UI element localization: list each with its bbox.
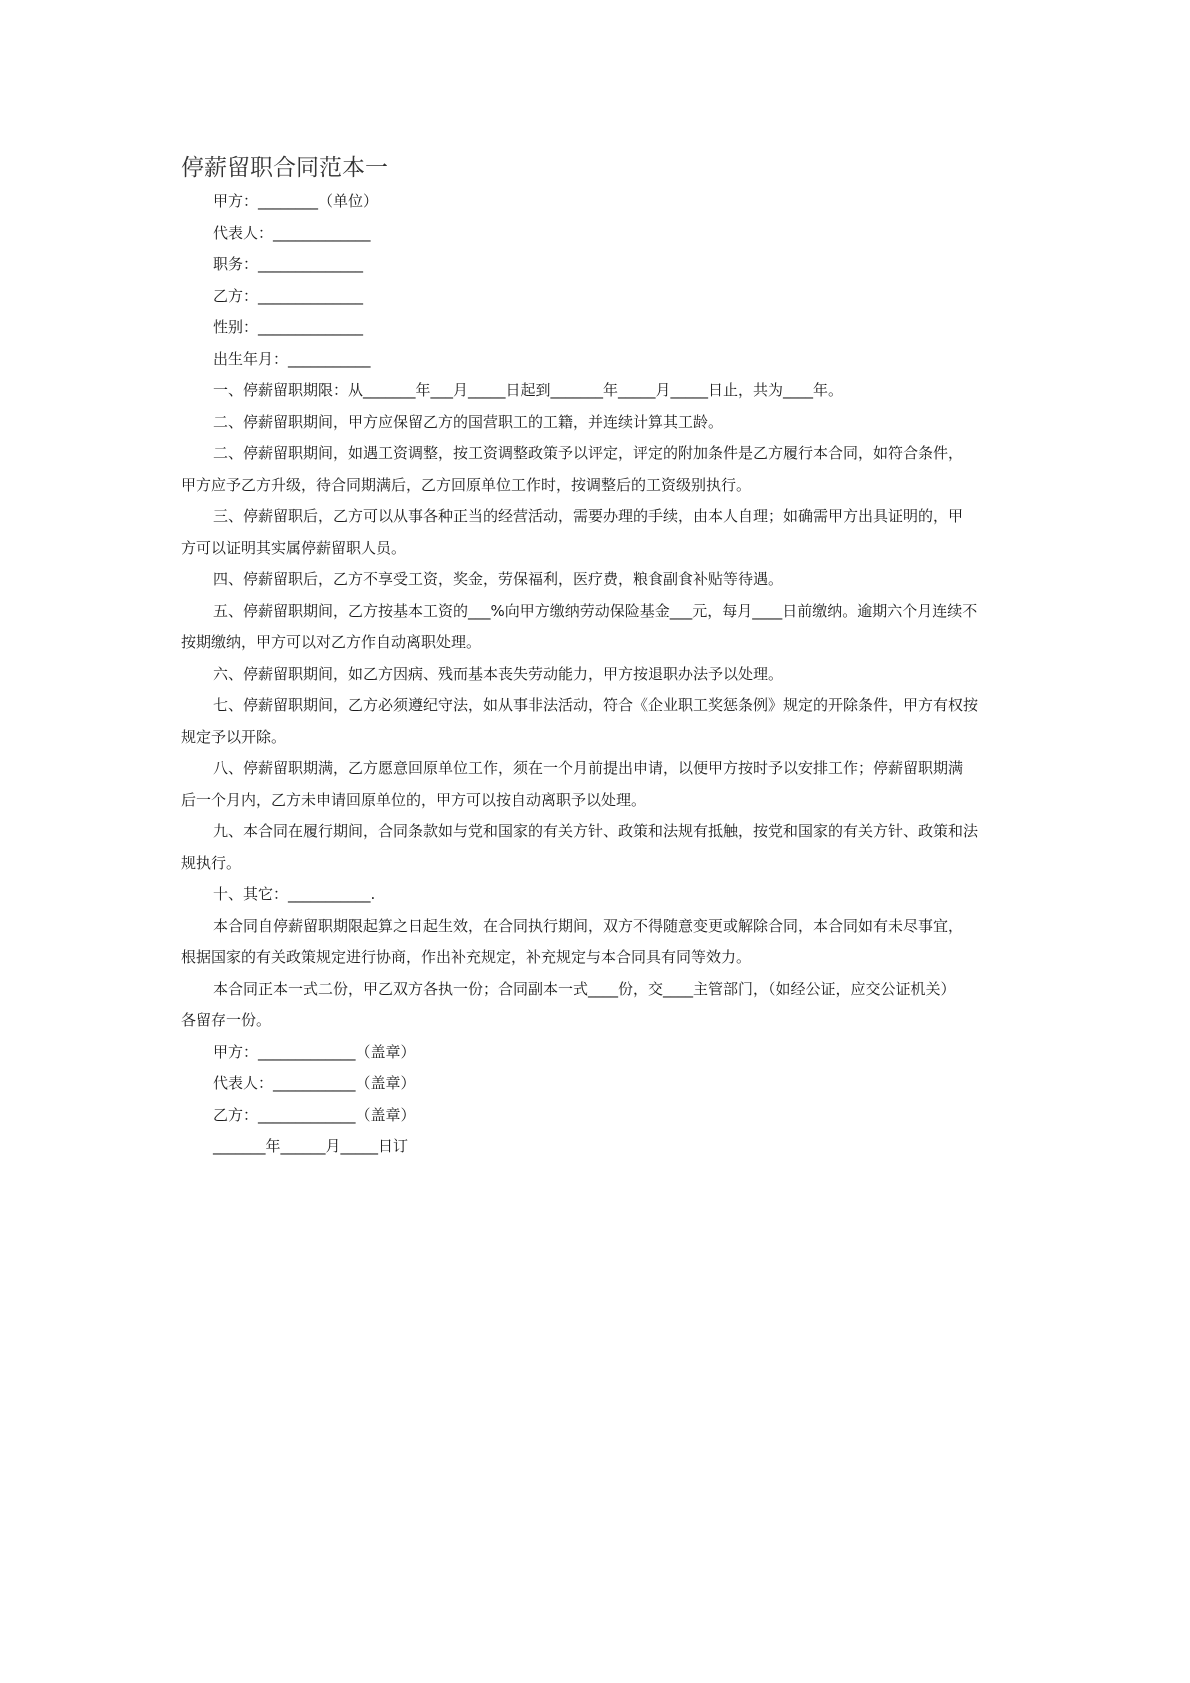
text-line: 二、停薪留职期间，如遇工资调整，按工资调整政策予以评定，评定的附加条件是乙方履行本合同，如符合条件，: [213, 444, 964, 462]
text-line: 根据国家的有关政策规定进行协商，作出补充规定，补充规定与本合同具有同等效力。: [181, 948, 752, 966]
text-line: 五、停薪留职期间，乙方按基本工资的___%向甲方缴纳劳动保险基金___元，每月____日前缴纳。逾期六个月连续不: [213, 601, 978, 620]
text-line: 代表人：_____________: [213, 223, 371, 242]
text-line: 乙方：______________: [213, 286, 364, 305]
text-line: 各留存一份。: [181, 1011, 272, 1029]
text-line: 三、停薪留职后，乙方可以从事各种正当的经营活动，需要办理的手续，由本人自理；如确需甲方出具证明的，甲: [213, 507, 964, 525]
text-line: 八、停薪留职期满，乙方愿意回原单位工作，须在一个月前提出申请，以便甲方按时予以安排工作；停薪留职期满: [213, 759, 964, 777]
text-line: 十、其它：___________.: [213, 885, 376, 903]
text-line: 方可以证明其实属停薪留职人员。: [181, 538, 407, 557]
contract-body: [181, 152, 1016, 1163]
text-line: 一、停薪留职期限：从_______年___月_____日起到_______年_____月_____日止，共为____年。: [213, 381, 844, 399]
text-line: 六、停薪留职期间，如乙方因病、残而基本丧失劳动能力，甲方按退职办法予以处理。: [213, 664, 784, 683]
text-line: 性别：______________: [213, 318, 364, 336]
text-line: 规执行。: [181, 853, 242, 872]
document-title: 停薪留职合同范本一: [181, 155, 388, 181]
contract-text: [181, 186, 1016, 1163]
text-line: 职务：______________: [213, 255, 364, 273]
text-line: 甲方应予乙方升级，待合同期满后，乙方回原单位工作时，按调整后的工资级别执行。: [181, 475, 752, 494]
text-line: 甲方：________（单位）: [213, 192, 379, 210]
text-line: 按期缴纳，甲方可以对乙方作自动离职处理。: [181, 633, 482, 651]
text-line: 本合同自停薪留职期限起算之日起生效，在合同执行期间，双方不得随意变更或解除合同，本合同如有未尽事宜，: [213, 916, 964, 935]
text-line: 出生年月：___________: [213, 349, 371, 368]
text-line: 后一个月内，乙方未申请回原单位的，甲方可以按自动离职予以处理。: [181, 790, 647, 809]
text-line: 规定予以开除。: [181, 727, 287, 746]
text-line: 七、停薪留职期间，乙方必须遵纪守法，如从事非法活动，符合《企业职工奖惩条例》规定的开除条件，甲方有权按: [213, 696, 979, 714]
text-line: 九、本合同在履行期间，合同条款如与党和国家的有关方针、政策和法规有抵触，按党和国家的有关方针、政策和法: [213, 822, 979, 840]
text-line: 四、停薪留职后，乙方不享受工资，奖金，劳保福利，医疗费，粮食副食补贴等待遇。: [213, 570, 784, 588]
text-line: 甲方：_____________（盖章）: [213, 1042, 416, 1061]
text-line: 代表人：___________（盖章）: [213, 1074, 416, 1092]
text-line: 二、停薪留职期间，甲方应保留乙方的国营职工的工籍，并连续计算其工龄。: [213, 412, 724, 431]
text-line: 本合同正本一式二份，甲乙双方各执一份；合同副本一式____份，交____主管部门，（如经公证，应交公证机关）: [213, 979, 956, 998]
text-line: _______年______月_____日订: [213, 1137, 409, 1155]
text-line: 乙方：_____________（盖章）: [213, 1105, 416, 1124]
